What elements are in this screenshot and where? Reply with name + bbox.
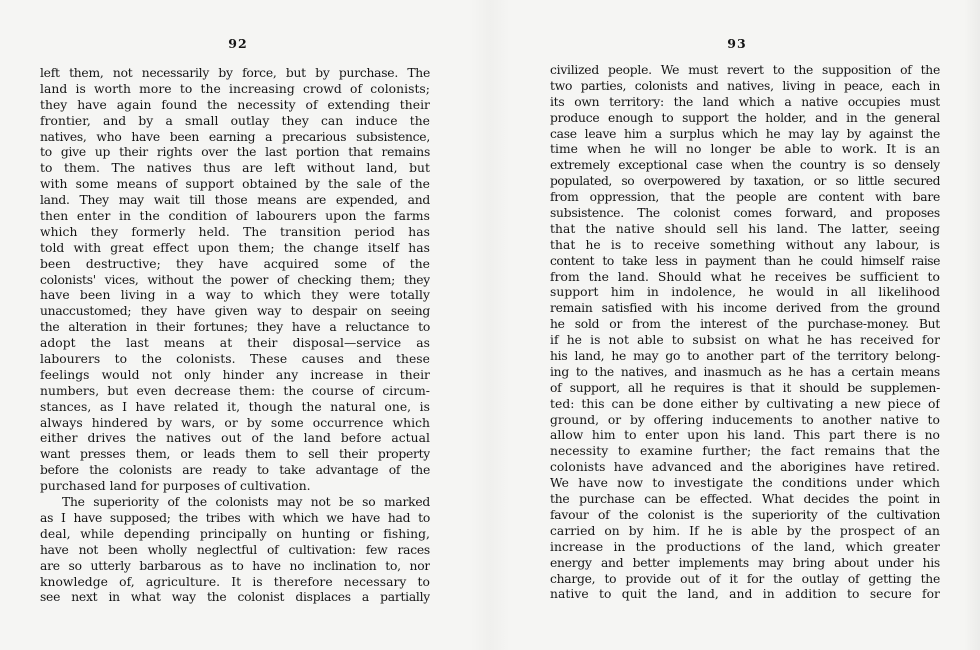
text-line: before the colonists are ready to take advantage of the bbox=[40, 463, 430, 478]
text-line: stances, as I have related it, though the natural one, is bbox=[40, 399, 430, 414]
text-line: frontier, and by a small outlay they can induce the bbox=[40, 113, 430, 128]
text-line: civilized people. We must revert to the supposition of the bbox=[550, 63, 940, 77]
text-line: knowledge of, agriculture. It is therefore necessary to bbox=[40, 574, 430, 589]
text-line: natives, who have been earning a precarious subsistence, bbox=[40, 129, 430, 144]
text-line: colonists have advanced and the aborigines have retired. bbox=[550, 460, 940, 475]
text-line: two parties, colonists and natives, living in peace, each in bbox=[550, 78, 940, 93]
text-line: always hindered by wars, or by some occurrence which bbox=[40, 415, 430, 430]
text-line: ted: this can be done either by cultivating a new piece of bbox=[550, 396, 940, 411]
text-line: its own territory: the land which a native occupies must bbox=[550, 94, 940, 109]
text-line: carried on by him. If he is able by the prospect of an bbox=[550, 523, 940, 538]
page-number: 93 bbox=[727, 36, 747, 51]
text-line: see next in what way the colonist displaces a partially bbox=[40, 590, 430, 605]
text-line: his land, he may go to another part of the territory belong- bbox=[550, 349, 940, 364]
text-line: content to take less in payment than he could himself raise bbox=[550, 253, 940, 268]
text-line: if he is not able to subsist on what he has received for bbox=[550, 333, 940, 348]
text-line: told with great effect upon them; the change itself has bbox=[40, 240, 430, 255]
page-edge-shadow bbox=[964, 0, 980, 650]
text-line: with some means of support obtained by the sale of the bbox=[40, 177, 430, 192]
text-line: populated, so overpowered by taxation, or so little secured bbox=[550, 174, 940, 189]
text-line: as I have supposed; the tribes with which we have had to bbox=[40, 510, 430, 525]
text-line: produce enough to support the holder, and in the general bbox=[550, 110, 940, 125]
text-line: deal, while depending principally on hunting or fishing, bbox=[40, 526, 430, 541]
text-line: charge, to provide out of it for the outlay of getting the bbox=[550, 571, 940, 586]
text-line: from the land. Should what he receives be sufficient to bbox=[550, 269, 940, 284]
text-line: subsistence. The colonist comes forward, and proposes bbox=[550, 206, 940, 221]
text-line: allow him to enter upon his land. This part there is no bbox=[550, 428, 940, 443]
text-line: support him in indolence, he would in all likelihood bbox=[550, 285, 940, 300]
text-line: purchased land for purposes of cultivation. bbox=[40, 479, 311, 494]
text-line: to give up their rights over the last portion that remains bbox=[40, 145, 430, 160]
text-line: unaccustomed; they have given way to despair on seeing bbox=[40, 304, 430, 319]
page-number: 92 bbox=[228, 36, 248, 51]
text-line: the alteration in their fortunes; they have a reluctance to bbox=[40, 320, 430, 335]
text-line: feelings would not only hinder any increase in their bbox=[40, 367, 430, 382]
text-block bbox=[550, 63, 940, 603]
gutter-shadow bbox=[470, 0, 510, 650]
text-line: labourers to the colonists. These causes and these bbox=[40, 352, 430, 367]
text-line: native to quit the land, and in addition to secure for bbox=[550, 587, 940, 602]
text-line: of support, all he requires is that it should be supplemen- bbox=[550, 380, 940, 395]
text-line: he sold or from the interest of the purchase-money. But bbox=[550, 317, 940, 332]
text-line: the purchase can be effected. What decides the point in bbox=[550, 492, 940, 507]
text-line: colonists' vices, without the power of checking them; they bbox=[40, 272, 430, 287]
text-line: ing to the natives, and inasmuch as he has a certain means bbox=[550, 364, 940, 379]
text-line: that the native should sell his land. The latter, seeing bbox=[550, 221, 940, 236]
text-line: been destructive; they have acquired some of the bbox=[40, 256, 430, 271]
text-line: land is worth more to the increasing crowd of colonists; bbox=[40, 81, 430, 96]
text-line: left them, not necessarily by force, but by purchase. The bbox=[40, 66, 430, 80]
text-line: land. They may wait till those means are expended, and bbox=[40, 193, 430, 208]
text-line: favour of the colonist is the superiority of the cultivation bbox=[550, 507, 940, 522]
text-line: We have now to investigate the conditions under which bbox=[550, 476, 940, 491]
text-line: The superiority of the colonists may not be so marked bbox=[62, 495, 430, 510]
text-line: energy and better implements may bring about under his bbox=[550, 555, 940, 570]
text-line: want presses them, or leads them to sell their property bbox=[40, 447, 430, 462]
text-line: which they formerly held. The transition period has bbox=[40, 224, 430, 239]
text-line: ground, or by offering inducements to another native to bbox=[550, 412, 940, 427]
text-line: that he is to receive something without any labour, is bbox=[550, 237, 940, 252]
text-line: from oppression, that the people are content with bare bbox=[550, 190, 940, 205]
text-line: extremely exceptional case when the country is so densely bbox=[550, 158, 940, 173]
text-line: they have again found the necessity of extending their bbox=[40, 97, 430, 112]
text-line: then enter in the condition of labourers upon the farms bbox=[40, 209, 430, 224]
text-line: to them. The natives thus are left without land, but bbox=[40, 161, 430, 176]
text-line: remain satisfied with his income derived from the ground bbox=[550, 301, 940, 316]
text-line: have been living in a way to which they were totally bbox=[40, 288, 430, 303]
text-block bbox=[40, 66, 430, 606]
text-line: are so utterly barbarous as to have no inclination to, nor bbox=[40, 558, 430, 573]
text-line: case leave him a surplus which he may lay by against the bbox=[550, 126, 940, 141]
text-line: increase in the productions of the land, which greater bbox=[550, 539, 940, 554]
text-line: necessity to examine further; the fact remains that the bbox=[550, 444, 940, 459]
text-line: numbers, but even decrease them: the course of circum- bbox=[40, 383, 430, 398]
text-line: have not been wholly neglectful of cultivation: few races bbox=[40, 542, 430, 557]
text-line: adopt the last means at their disposal—service as bbox=[40, 336, 430, 351]
text-line: either drives the natives out of the land before actual bbox=[40, 431, 430, 446]
text-line: time when he will no longer be able to work. It is an bbox=[550, 142, 940, 157]
